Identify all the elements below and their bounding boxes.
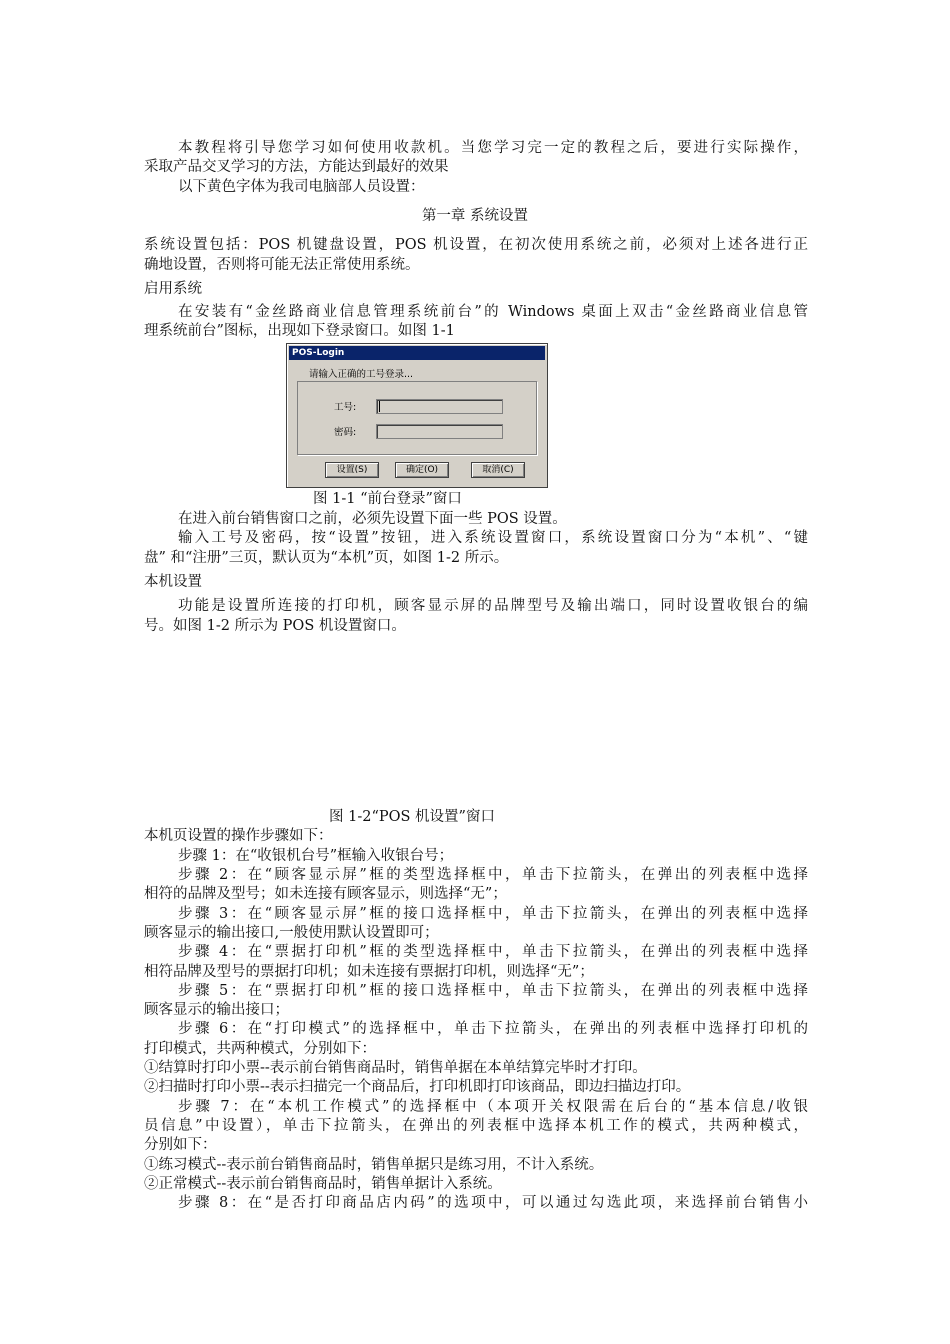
- step-4-line1: 步骤 4：在“票据打印机”框的类型选择框中，单击下拉箭头，在弹出的列表框中选择: [178, 944, 808, 960]
- step-3-line1: 步骤 3：在“顾客显示屏”框的接口选择框中，单击下拉箭头，在弹出的列表框中选择: [178, 906, 808, 922]
- password-input[interactable]: [376, 424, 503, 439]
- startup-line1: 在安装有“金丝路商业信息管理系统前台”的 Windows 桌面上双击“金丝路商业信息管: [178, 304, 808, 320]
- settings-intro-line1: 输入工号及密码，按“设置”按钮，进入系统设置窗口，系统设置窗口分为“本机”、“键: [178, 530, 808, 546]
- step-4-line2: 相符品牌及型号的票据打印机；如未连接有票据打印机，则选择“无”；: [144, 964, 594, 980]
- step-2-line1: 步骤 2：在“顾客显示屏”框的类型选择框中，单击下拉箭头，在弹出的列表框中选择: [178, 867, 808, 883]
- login-prompt: 请输入正确的工号登录...: [309, 369, 414, 380]
- settings-button[interactable]: 设置(S): [325, 462, 379, 478]
- step-5-line1: 步骤 5：在“票据打印机”框的接口选择框中，单击下拉箭头，在弹出的列表框中选择: [178, 983, 808, 999]
- step-7-line3: 分别如下：: [144, 1137, 217, 1153]
- print-mode-1: ①结算时打印小票--表示前台销售商品时，销售单据在本单结算完毕时才打印。: [144, 1060, 647, 1076]
- login-dialog-title: POS-Login: [289, 346, 545, 360]
- work-mode-2: ②正常模式--表示前台销售商品时，销售单据计入系统。: [144, 1176, 502, 1192]
- step-8-line1: 步骤 8：在“是否打印商品店内码”的选项中，可以通过勾选此项，来选择前台销售小: [178, 1195, 808, 1211]
- login-fields-group: [297, 381, 537, 455]
- step-3-line2: 顾客显示的输出接口,一般使用默认设置即可；: [144, 925, 439, 941]
- cancel-button[interactable]: 取消(C): [471, 462, 525, 478]
- step-5-line2: 顾客显示的输出接口；: [144, 1002, 289, 1018]
- chapter-title: 第一章 系统设置: [421, 208, 529, 224]
- intro-paragraph-line1: 本教程将引导您学习如何使用收款机。当您学习完一定的教程之后，要进行实际操作，: [178, 140, 808, 156]
- figure-1-2-caption: 图 1-2“POS 机设置”窗口: [329, 809, 495, 825]
- system-intro-line1: 系统设置包括：POS 机键盘设置，POS 机设置，在初次使用系统之前，必须对上述各进行正: [144, 237, 808, 253]
- startup-line2: 理系统前台”图标，出现如下登录窗口。如图 1-1: [144, 323, 455, 339]
- pre-settings-note: 在进入前台销售窗口之前，必须先设置下面一些 POS 设置。: [178, 511, 567, 527]
- intro-note: 以下黄色字体为我司电脑部人员设置：: [178, 179, 425, 195]
- step-2-line2: 相符的品牌及型号；如未连接有顾客显示，则选择“无”；: [144, 886, 507, 902]
- work-mode-1: ①练习模式--表示前台销售商品时，销售单据只是练习用，不计入系统。: [144, 1157, 604, 1173]
- intro-paragraph-line2: 采取产品交叉学习的方法，方能达到最好的效果: [144, 159, 449, 175]
- step-6-line2: 打印模式，共两种模式，分别如下：: [144, 1041, 376, 1057]
- print-mode-2: ②扫描时打印小票--表示扫描完一个商品后，打印机即打印该商品，即边扫描边打印。: [144, 1079, 691, 1095]
- step-7-line1: 步骤 7：在“本机工作模式”的选择框中（本项开关权限需在后台的“基本信息/收银: [178, 1099, 808, 1115]
- figure-1-1-caption: 图 1-1 “前台登录”窗口: [313, 491, 462, 507]
- local-settings-line1: 功能是设置所连接的打印机，顾客显示屏的品牌型号及输出端口，同时设置收银台的编: [178, 598, 808, 614]
- local-settings-heading: 本机设置: [144, 574, 202, 590]
- startup-heading: 启用系统: [144, 281, 202, 297]
- steps-intro: 本机页设置的操作步骤如下：: [144, 828, 333, 844]
- text-cursor: [379, 401, 380, 412]
- employee-id-input[interactable]: [376, 399, 503, 414]
- step-1: 步骤 1：在“收银机台号”框输入收银台号；: [178, 848, 454, 864]
- password-label: 密码:: [334, 427, 357, 438]
- system-intro-line2: 确地设置，否则将可能无法正常使用系统。: [144, 257, 420, 273]
- step-7-line2: 员信息”中设置），单击下拉箭头，在弹出的列表框中选择本机工作的模式，共两种模式，: [144, 1118, 808, 1134]
- local-settings-line2: 号。如图 1-2 所示为 POS 机设置窗口。: [144, 618, 406, 634]
- settings-intro-line2: 盘” 和“注册”三页，默认页为“本机”页，如图 1-2 所示。: [144, 550, 509, 566]
- login-dialog: [286, 343, 548, 488]
- step-6-line1: 步骤 6：在“打印模式”的选择框中，单击下拉箭头，在弹出的列表框中选择打印机的: [178, 1021, 808, 1037]
- employee-id-label: 工号:: [334, 402, 357, 413]
- ok-button[interactable]: 确定(O): [395, 462, 449, 478]
